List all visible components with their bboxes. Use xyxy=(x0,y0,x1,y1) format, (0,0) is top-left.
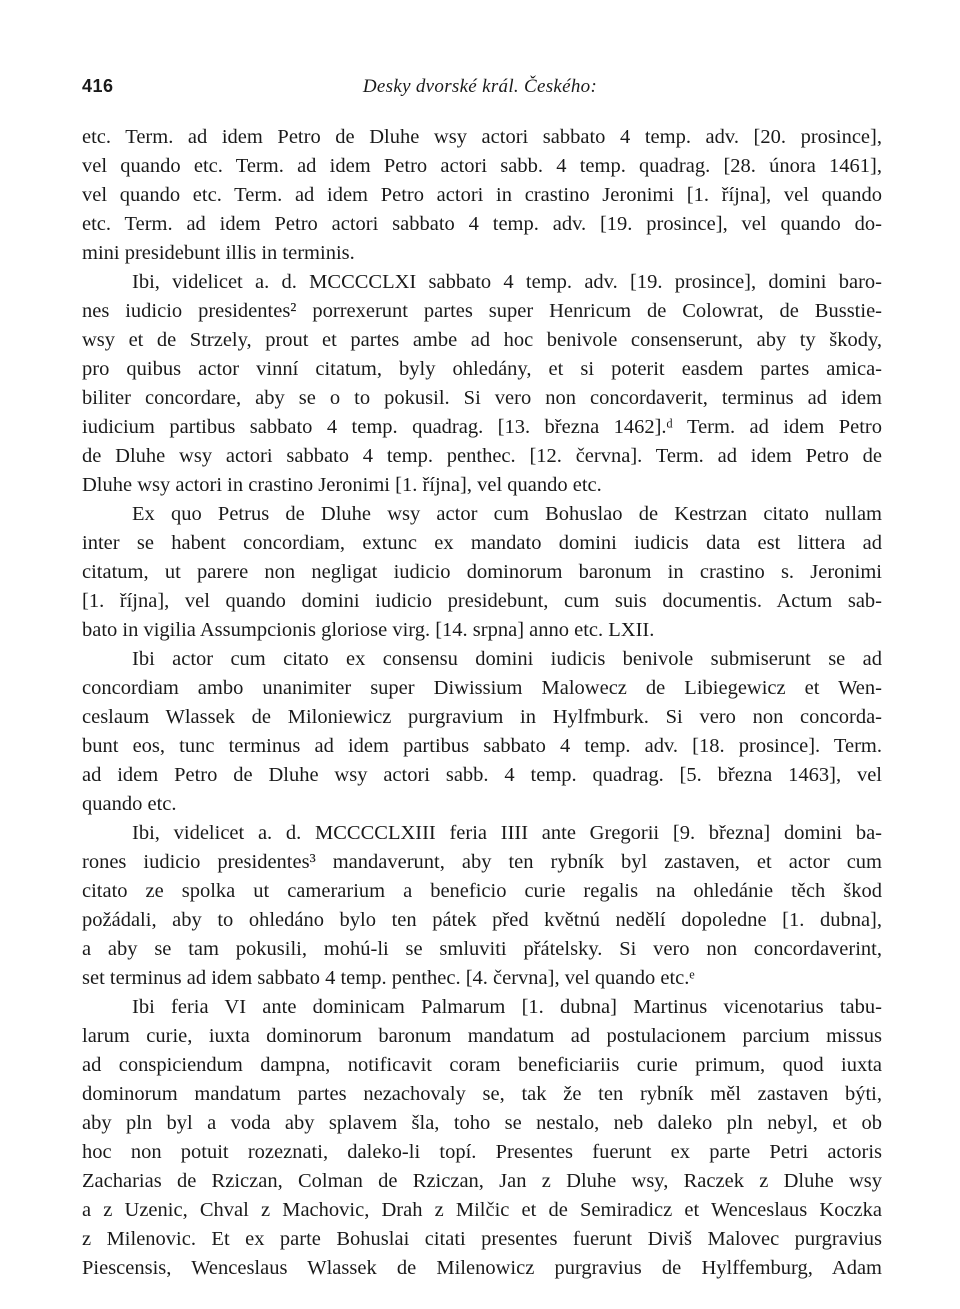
text-line: požádali, aby to ohledáno bylo ten pátek před květnú nedělí dopoledne [1. dubna], xyxy=(82,909,882,931)
text-line: ad conspiciendum dampna, notificavit coram beneficiariis curie primum, quod iuxta xyxy=(82,1054,882,1076)
text-line: bato in vigilia Assumpcionis gloriose virg. [14. srpna] anno etc. LXII. xyxy=(82,619,655,641)
text-line: pro quibus actor vinní citatum, byly ohledány, et si poterit easdem partes amica- xyxy=(82,358,882,380)
text-line: de Dluhe wsy actori sabbato 4 temp. penthec. [12. června]. Term. ad idem Petro de xyxy=(82,445,882,467)
text-line: mini presidebunt illis in terminis. xyxy=(82,242,355,264)
text-line: Piescensis, Wenceslaus Wlassek de Milenowicz purgravius de Hylffemburg, Adam xyxy=(82,1257,882,1279)
text-line: wsy et de Strzely, prout et partes ambe ad hoc benivole consenserunt, aby ty škody, xyxy=(82,329,882,351)
paragraph-start: Ibi, videlicet a. d. MCCCCLXI sabbato 4 temp. adv. [19. prosince], domini baro- xyxy=(132,271,882,293)
text-line: iudicium partibus sabbato 4 temp. quadrag. [13. března 1462].ᵈ Term. ad idem Petro xyxy=(82,416,882,438)
text-line: inter se habent concordiam, extunc ex mandato domini iudicis data est littera ad xyxy=(82,532,882,554)
running-title: Desky dvorské král. Českého: xyxy=(362,76,598,97)
text-line: etc. Term. ad idem Petro actori sabbato 4 temp. adv. [19. prosince], vel quando do- xyxy=(82,213,882,235)
text-line: aby pln byl a voda aby splavem šla, toho se nestalo, neb daleko pln nebyl, et ob xyxy=(82,1112,882,1134)
text-line: citato ze spolka ut camerarium a beneficio curie regalis na ohledánie těch škod xyxy=(82,880,882,902)
text-line: bunt eos, tunc terminus ad idem partibus sabbato 4 temp. adv. [18. prosince]. Term. xyxy=(82,735,882,757)
text-line: Dluhe wsy actori in crastino Jeronimi [1. října], vel quando etc. xyxy=(82,474,602,496)
text-line: vel quando etc. Term. ad idem Petro actori sabb. 4 temp. quadrag. [28. února 1461], xyxy=(82,155,882,177)
text-line: vel quando etc. Term. ad idem Petro actori in crastino Jeronimi [1. října], vel quando xyxy=(82,184,882,206)
text-line: Zacharias de Rziczan, Colman de Rziczan, Jan z Dluhe wsy, Raczek z Dluhe wsy xyxy=(82,1170,882,1192)
text-line: nes iudicio presidentes² porrexerunt partes super Henricum de Colowrat, de Busstie- xyxy=(82,300,882,322)
text-line: ad idem Petro de Dluhe wsy actori sabb. 4 temp. quadrag. [5. března 1463], vel xyxy=(82,764,882,786)
text-line: set terminus ad idem sabbato 4 temp. penthec. [4. června], vel quando etc.ᵉ xyxy=(82,967,695,989)
paragraph-start: Ibi, videlicet a. d. MCCCCLXIII feria IIII ante Gregorii [9. března] domini ba- xyxy=(132,822,882,844)
text-line: a aby se tam pokusili, mohú-li se smluviti přátelsky. Si vero non concordaverint, xyxy=(82,938,882,960)
text-line: rones iudicio presidentes³ mandaverunt, aby ten rybník byl zastaven, et actor cum xyxy=(82,851,882,873)
text-line: biliter concordare, aby se o to pokusil. Si vero non concordaverit, terminus ad idem xyxy=(82,387,882,409)
text-line: concordiam ambo unanimiter super Diwissium Malowecz de Libiegewicz et Wen- xyxy=(82,677,882,699)
paragraph-start: Ex quo Petrus de Dluhe wsy actor cum Bohuslao de Kestrzan citato nullam xyxy=(132,503,882,525)
paragraph-start: Ibi feria VI ante dominicam Palmarum [1. dubna] Martinus vicenotarius tabu- xyxy=(132,996,882,1018)
text-line: quando etc. xyxy=(82,793,177,815)
text-line: hoc non potuit rozeznati, daleko-li topí. Presentes fuerunt ex parte Petri actoris xyxy=(82,1141,882,1163)
text-line: etc. Term. ad idem Petro de Dluhe wsy actori sabbato 4 temp. adv. [20. prosince], xyxy=(82,126,882,148)
text-line: larum curie, iuxta dominorum baronum mandatum ad postulacionem parcium missus xyxy=(82,1025,882,1047)
text-line: a z Uzenic, Chval z Machovic, Drah z Milčic et de Semiradicz et Wenceslaus Koczka xyxy=(82,1199,882,1221)
paragraph-start: Ibi actor cum citato ex consensu domini iudicis benivole submiserunt se ad xyxy=(132,648,882,670)
text-line: ceslaum Wlassek de Miloniewicz purgravium in Hylfmburk. Si vero non concorda- xyxy=(82,706,882,728)
text-line: dominorum mandatum partes nezachovaly se, tak že ten rybník měl zastaven býti, xyxy=(82,1083,882,1105)
text-line: [1. října], vel quando domini iudicio presidebunt, cum suis documentis. Actum sab- xyxy=(82,590,882,612)
page-number: 416 xyxy=(82,76,114,96)
text-line: z Milenovic. Et ex parte Bohuslai citati presentes fuerunt Diviš Malovec purgravius xyxy=(82,1228,882,1250)
text-body xyxy=(82,123,882,1283)
text-line: citatum, ut parere non negligat iudicio dominorum baronum in crastino s. Jeronimi xyxy=(82,561,882,583)
